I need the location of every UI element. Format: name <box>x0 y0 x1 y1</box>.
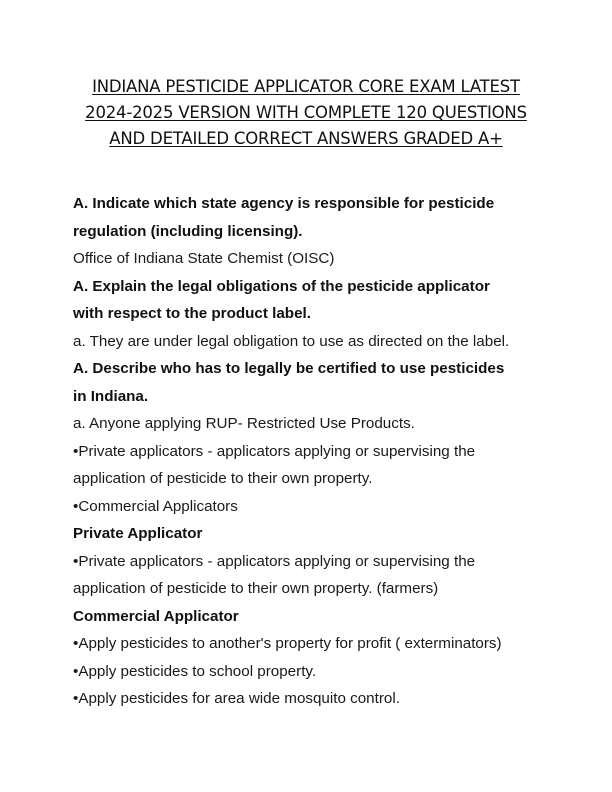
question-line: Commercial Applicator <box>73 607 239 625</box>
answer-line: •Private applicators - applicators applying or supervising the <box>73 552 476 570</box>
answer-line: Office of Indiana State Chemist (OISC) <box>73 250 335 267</box>
answer-line: application of pesticide to their own property. (farmers) <box>73 580 439 597</box>
title-line-3: AND DETAILED CORRECT ANSWERS GRADED A+ <box>109 129 503 148</box>
question-line: regulation (including licensing). <box>73 222 303 240</box>
document-body <box>73 190 543 713</box>
question-line: A. Indicate which state agency is responsible for pesticide <box>73 195 495 212</box>
title-line-1: INDIANA PESTICIDE APPLICATOR CORE EXAM LATEST <box>92 77 520 96</box>
answer-line: •Private applicators - applicators applying or supervising the <box>73 442 476 460</box>
document-title <box>60 74 552 152</box>
answer-line: •Apply pesticides to school property. <box>73 662 317 680</box>
answer-line: a. Anyone applying RUP- Restricted Use Products. <box>73 415 415 432</box>
answer-line: •Apply pesticides to another's property for profit ( exterminators) <box>73 635 502 652</box>
question-line: with respect to the product label. <box>73 305 311 322</box>
question-line: in Indiana. <box>73 387 149 405</box>
answer-line: a. They are under legal obligation to use as directed on the label. <box>73 332 510 350</box>
question-line: A. Explain the legal obligations of the pesticide applicator <box>73 277 490 295</box>
answer-line: •Commercial Applicators <box>73 497 238 515</box>
question-line: Private Applicator <box>73 525 203 542</box>
answer-line: •Apply pesticides for area wide mosquito control. <box>73 690 400 707</box>
title-line-2: 2024-2025 VERSION WITH COMPLETE 120 QUESTIONS <box>85 103 527 122</box>
answer-line: application of pesticide to their own property. <box>73 470 373 487</box>
question-line: A. Describe who has to legally be certified to use pesticides <box>73 360 505 377</box>
